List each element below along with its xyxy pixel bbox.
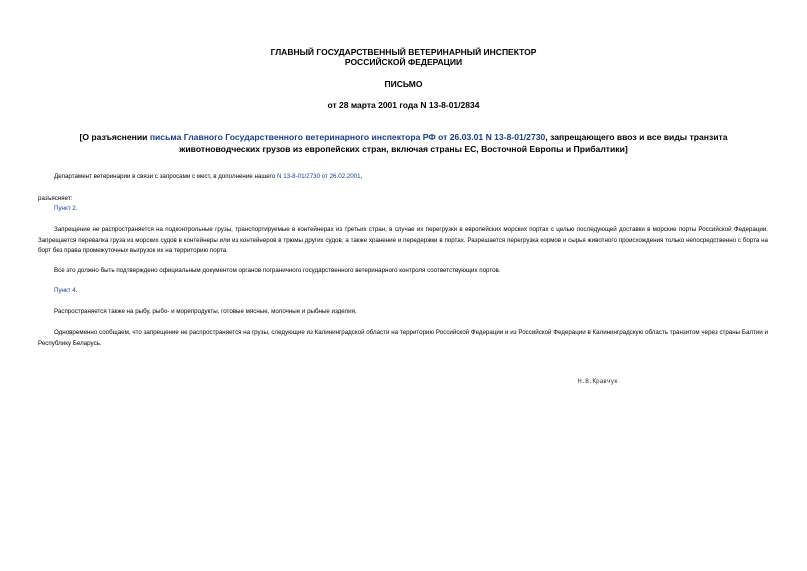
paragraph-fish-products: Распространяется также на рыбу, рыбо- и морепродукты, готовые мясные, молочные и рыбные изделия. [54, 308, 357, 315]
intro-end: , [360, 173, 363, 180]
title-referenced-letter-link[interactable]: письма Главного Государственного ветеринарного инспектора РФ от 26.03.01 N 13-8-01/2730 [149, 132, 546, 142]
intro-paragraph [54, 172, 768, 183]
issuer-line-2: РОССИЙСКОЙ ФЕДЕРАЦИИ [344, 57, 463, 67]
explains-label: разъясняет: [38, 195, 73, 202]
title-suffix: , запрещающего ввоз и все виды транзита животноводческих грузов из европейских стран, включая страны ЕС, Восточной Европы и Прибалтики] [179, 132, 728, 154]
item-4-line [54, 286, 768, 297]
document-type: ПИСЬМО [384, 79, 423, 89]
intro-text: Департамент ветеринарии в связи с запросами с мест, в дополнение нашего [54, 173, 278, 180]
item-4-link[interactable]: Пункт 4 [54, 287, 76, 294]
paragraph-containers: Запрещение не распространяется на подконтрольные грузы, транспортируемые в контейнерах из третьих стран, в случае их перегрузки в европейских морских портах с целью последующей доставки в морские порты Российской Федерации. Запрещается перевалка груза из морских судов в контейнеры или из контейнеров в трюмы других судов, а также хранение и передержки в портах. Разрешается перегрузка кормов и сырья животного происхождения только непосредственно с борта на борт без права промежуточных выгрузок их на территорию порта. [38, 226, 768, 255]
document-title [40, 131, 767, 155]
item-4-end: . [75, 287, 78, 294]
item-2-end: . [75, 205, 78, 212]
signature: Н.В.Кравчук [578, 378, 618, 385]
item-2-link[interactable]: Пункт 2 [54, 205, 76, 212]
issuer-line-1: ГЛАВНЫЙ ГОСУДАРСТВЕННЫЙ ВЕТЕРИНАРНЫЙ ИНСПЕКТОР [270, 47, 537, 57]
title-prefix: [О разъяснении [79, 132, 150, 142]
paragraph-confirmation: Все это должно быть подтверждено официальным документом органов пограничного государственного ветеринарного контроля соответствующих портов. [54, 267, 501, 274]
document-date: от 28 марта 2001 года N 13-8-01/2834 [327, 100, 480, 110]
paragraph-kaliningrad: Одновременно сообщаем, что запрещение не распространяется на грузы, следующие из Калининградской области на территорию Российской Федерации и из Российской Федерации в Калининградскую область транзитом через страны Балтии и Республику Беларусь. [38, 329, 768, 347]
item-2-line [54, 204, 768, 215]
intro-letter-link[interactable]: N 13-8-01/2730 от 26.02.2001 [277, 173, 361, 180]
